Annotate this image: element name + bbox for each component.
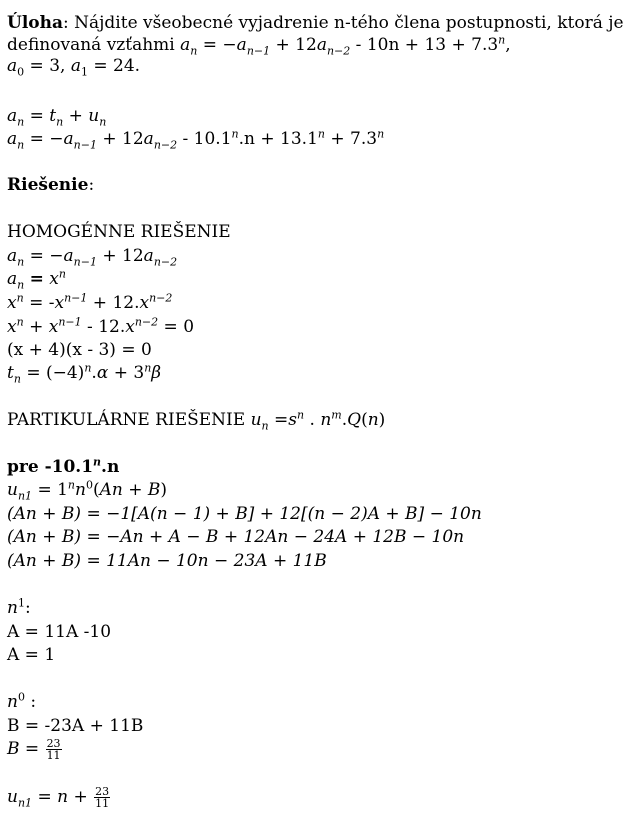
coef-n0-label: $n^0$ :: [7, 690, 37, 712]
homogeneous-heading: HOMOGÉNNE RIEŠENIE: [7, 222, 231, 242]
case-line-1: $u_{n1} = 1^nn^0(An + B)$: [7, 478, 168, 503]
decomposition-line-2: $a_n = -a_{n-1} + 12a_{n-2} - 10.1^n.n + 13.1^n + 7.3^n$: [7, 127, 385, 152]
case-line-3: (An + B) = −An + A − B + 12An − 24A + 12B − 10n: [7, 527, 465, 547]
coef-n1-line-1: A = 11A -10: [7, 622, 112, 642]
coef-n1-label: $n^1$:: [7, 596, 31, 618]
coef-n0-line-1: B = -23A + 11B: [7, 716, 144, 736]
initial-conditions: $a_0 = 3$, $a_1 = 24$.: [7, 56, 141, 79]
task-line-1: Úloha: Nájdite všeobecné vyjadrenie n-tého člena postupnosti, ktorá je: [7, 13, 624, 33]
homogeneous-line-3: $x^n = -x^{n-1} + 12.x^{n-2}$: [7, 291, 173, 313]
result-line: $u_{n1} = n$ + $\frac{23}{11}$: [7, 785, 110, 810]
particular-heading: PARTIKULÁRNE RIEŠENIE $u_n =s^n$ . $n^m.Q(n)$: [7, 408, 386, 433]
homogeneous-line-2: $a_n = x^n$: [7, 267, 66, 292]
homogeneous-line-4: $x^n + x^{n-1} - 12.x^{n-2} = 0$: [7, 315, 195, 337]
homogeneous-line-1: $a_n = -a_{n-1} + 12a_{n-2}$: [7, 246, 178, 269]
solution-heading: Riešenie:: [7, 175, 95, 195]
coef-n0-line-2: B = $\frac{23}{11}$: [7, 737, 61, 762]
fraction-23-11-result: $\frac{23}{11}$: [95, 785, 110, 810]
task-line-2: definovaná vzťahmi $a_n = -a_{n-1} + 12a_{n-2} - 10n + 13 + 7.3^n$,: [7, 33, 511, 58]
task-label: Úloha: [7, 13, 63, 33]
case-line-2: (An + B) = −1[A(n − 1) + B] + 12[(n − 2)A + B] − 10n: [7, 504, 482, 524]
coef-n1-line-2: A = 1: [7, 645, 56, 665]
homogeneous-line-5: (x + 4)(x - 3) = 0: [7, 340, 152, 360]
case-heading: pre -10.1$^n$.n: [7, 455, 120, 477]
case-line-4: (An + B) = 11An − 10n − 23A + 11B: [7, 551, 327, 571]
fraction-23-11: $\frac{23}{11}$: [46, 737, 61, 762]
decomposition-line-1: $a_n = t_n + u_n$: [7, 106, 107, 129]
homogeneous-line-6: $t_n = (-4)^n.\alpha + 3^n\beta$: [7, 361, 162, 386]
